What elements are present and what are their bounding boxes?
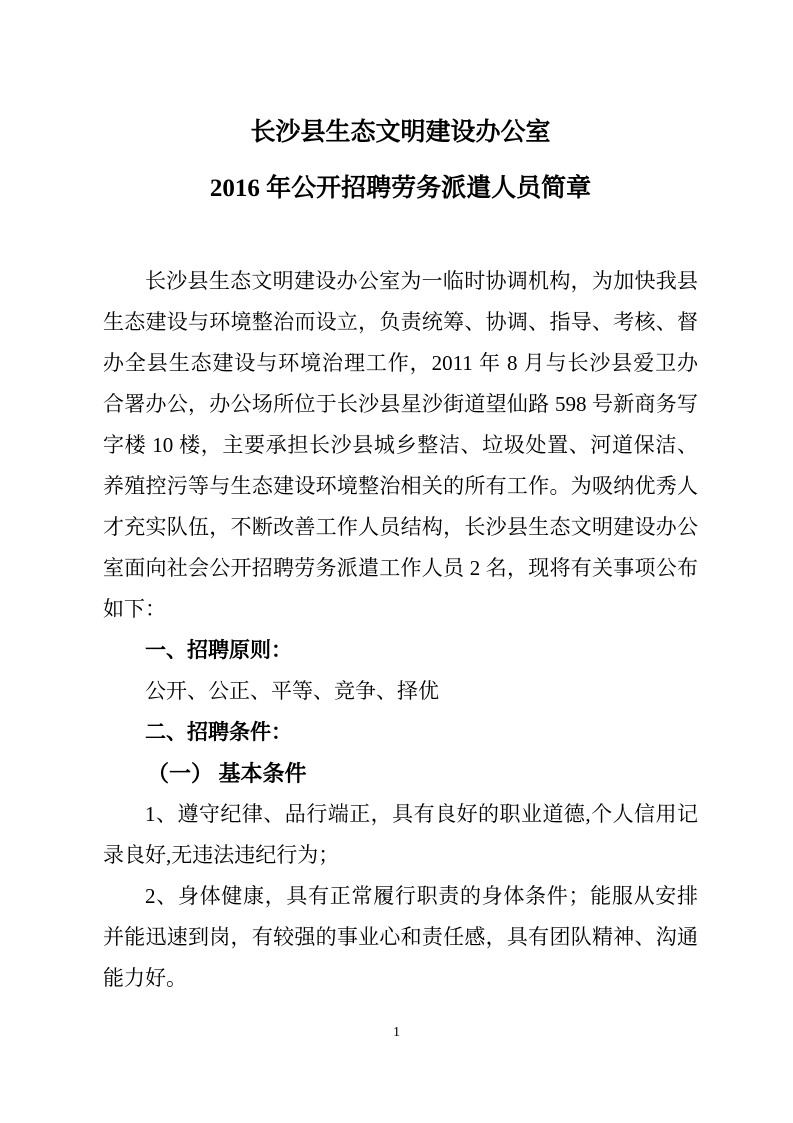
heading-line: 二、招聘条件： [145, 721, 292, 744]
text-line: 长沙县生态文明建设办公室为一临时协调机构，为加快我县 [145, 269, 698, 293]
text-line: 能力好。 [103, 966, 187, 990]
text-line: 录良好,无违法违纪行为； [103, 843, 340, 867]
text-line: 办全县生态建设与环境治理工作，2011 年 8 月与长沙县爱卫办 [103, 351, 698, 375]
text-line: 并能迅速到岗，有较强的事业心和责任感，具有团队精神、沟通 [103, 925, 698, 949]
text-line: 养殖控污等与生态建设环境整治相关的所有工作。为吸纳优秀人 [103, 474, 698, 498]
heading-line: （一） 基本条件 [147, 761, 307, 786]
heading-line: 一、招聘原则： [145, 639, 292, 662]
text-line: 公开、公正、平等、竞争、择优 [145, 679, 439, 703]
text-line: 如下： [103, 597, 166, 621]
document-title: 长沙县生态文明建设办公室 [250, 119, 551, 146]
page-number: 1 [393, 1025, 400, 1040]
text-line: 才充实队伍，不断改善工作人员结构，长沙县生态文明建设办公 [103, 515, 698, 539]
text-line: 合署办公，办公场所位于长沙县星沙街道望仙路 598 号新商务写 [103, 392, 698, 416]
text-line: 室面向社会公开招聘劳务派遣工作人员 2 名，现将有关事项公布 [103, 556, 698, 580]
text-line: 1、遵守纪律、品行端正，具有良好的职业道德,个人信用记 [145, 802, 698, 826]
text-line: 2、身体健康，具有正常履行职责的身体条件；能服从安排 [145, 884, 698, 908]
document-body [103, 261, 698, 999]
text-line: 字楼 10 楼，主要承担长沙县城乡整洁、垃圾处置、河道保洁、 [103, 433, 698, 457]
document-subtitle: 2016 年公开招聘劳务派遣人员简章 [209, 175, 592, 202]
text-line: 生态建设与环境整治而设立，负责统筹、协调、指导、考核、督 [103, 310, 698, 334]
